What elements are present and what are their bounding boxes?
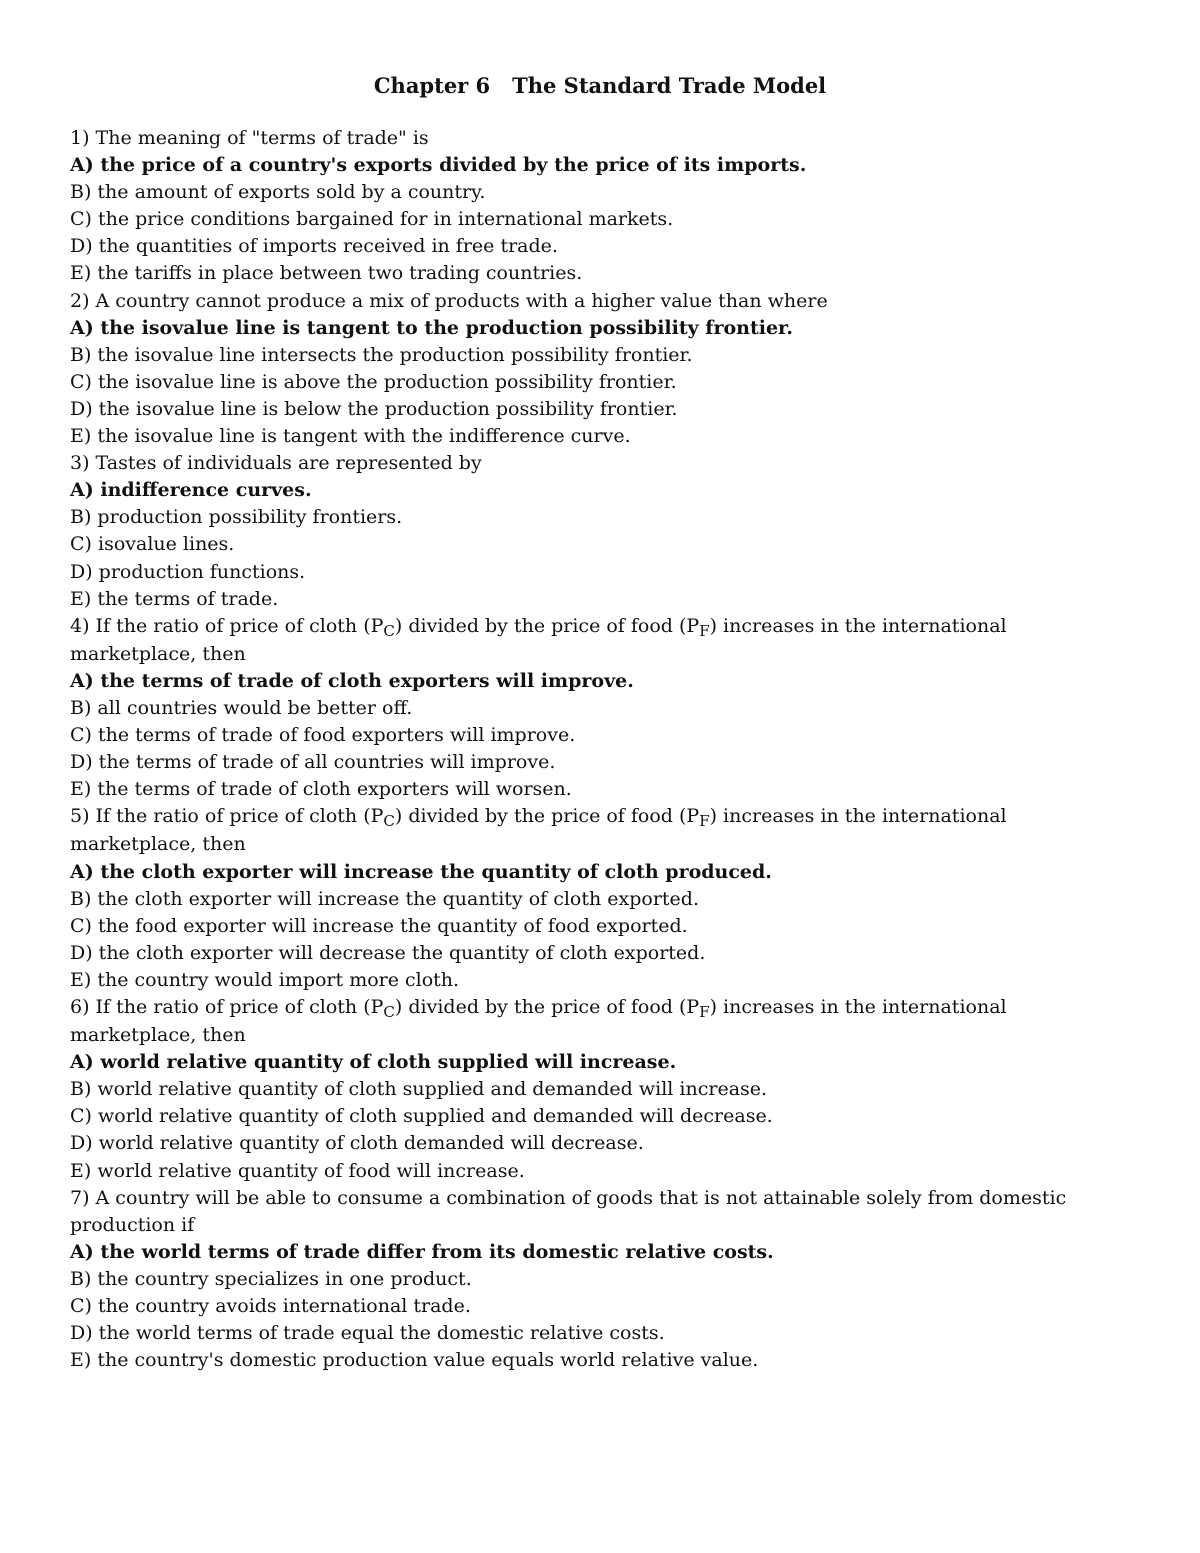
answer-option: B) production possibility frontiers. — [70, 506, 403, 529]
answer-option: B) the amount of exports sold by a country. — [70, 181, 486, 204]
question-text-prefix: 5) If the ratio of price of cloth (P — [70, 805, 384, 828]
answer-option: C) the food exporter will increase the quantity of food exported. — [70, 914, 688, 937]
answer-option: C) isovalue lines. — [70, 533, 235, 556]
answer-option: C) the price conditions bargained for in international markets. — [70, 208, 674, 231]
question-block — [70, 803, 1135, 994]
answer-option: B) the isovalue line intersects the production possibility frontier. — [70, 343, 693, 366]
question-text-prefix: 4) If the ratio of price of cloth (P — [70, 614, 384, 637]
correct-answer: A) indifference curves. — [70, 479, 312, 502]
answer-option: E) world relative quantity of food will increase. — [70, 1159, 525, 1182]
question-text: 1) The meaning of "terms of trade" is — [70, 127, 429, 149]
question-block — [70, 1185, 1135, 1375]
subscript: F — [699, 1003, 710, 1021]
subscript: C — [383, 812, 395, 831]
correct-answer: A) world relative quantity of cloth supplied will increase. — [70, 1051, 677, 1074]
question-block — [70, 288, 1135, 451]
answer-option: D) the terms of trade of all countries will improve. — [70, 751, 556, 774]
answer-option: D) the quantities of imports received in free trade. — [70, 235, 558, 258]
answer-option: E) the country would import more cloth. — [70, 968, 460, 991]
answer-option: D) world relative quantity of cloth demanded will decrease. — [70, 1132, 644, 1155]
answer-option: E) the country's domestic production value equals world relative value. — [70, 1349, 759, 1372]
answer-option: B) all countries would be better off. — [70, 696, 413, 719]
question-block — [70, 125, 1135, 288]
question-block — [70, 450, 1135, 613]
subscript: F — [699, 812, 710, 831]
answer-option: E) the terms of trade of cloth exporters will worsen. — [70, 778, 572, 801]
question-text — [70, 803, 1135, 858]
answer-option: C) the isovalue line is above the production possibility frontier. — [70, 370, 677, 393]
answer-option: D) the cloth exporter will decrease the quantity of cloth exported. — [70, 941, 706, 964]
correct-answer: A) the cloth exporter will increase the quantity of cloth produced. — [70, 860, 772, 883]
answer-option: C) the country avoids international trade. — [70, 1295, 471, 1318]
question-block — [70, 994, 1135, 1185]
question-text-middle: ) divided by the price of food (P — [394, 996, 700, 1018]
question-text: 3) Tastes of individuals are represented by — [70, 452, 482, 475]
answer-option: D) the isovalue line is below the production possibility frontier. — [70, 397, 678, 420]
question-text: 2) A country cannot produce a mix of products with a higher value than where — [70, 289, 828, 312]
question-text: 7) A country will be able to consume a combination of goods that is not attainable solely from domestic production if — [70, 1186, 1067, 1236]
answer-option: C) world relative quantity of cloth supplied and demanded will decrease. — [70, 1105, 773, 1128]
correct-answer: A) the isovalue line is tangent to the production possibility frontier. — [70, 316, 793, 339]
question-text-middle: ) divided by the price of food (P — [394, 614, 700, 637]
correct-answer: A) the price of a country's exports divided by the price of its imports. — [70, 154, 807, 177]
question-text — [70, 994, 1135, 1049]
correct-answer: A) the terms of trade of cloth exporters will improve. — [70, 669, 634, 692]
question-text-middle: ) divided by the price of food (P — [394, 805, 700, 828]
correct-answer: A) the world terms of trade differ from its domestic relative costs. — [70, 1240, 774, 1263]
question-text-prefix: 6) If the ratio of price of cloth (P — [70, 996, 384, 1018]
answer-option: D) production functions. — [70, 560, 306, 583]
subscript: F — [699, 621, 710, 640]
answer-option: E) the isovalue line is tangent with the indifference curve. — [70, 425, 631, 448]
question-text — [70, 613, 1135, 668]
question-text-suffix: ) increases in the international marketplace, then — [70, 996, 1007, 1047]
answer-option: B) the cloth exporter will increase the quantity of cloth exported. — [70, 887, 700, 910]
answer-option: B) world relative quantity of cloth supplied and demanded will increase. — [70, 1078, 768, 1101]
answer-option: D) the world terms of trade equal the domestic relative costs. — [70, 1322, 665, 1345]
question-list — [70, 125, 1135, 1374]
page-title: Chapter 6 The Standard Trade Model — [373, 73, 827, 98]
subscript: C — [383, 621, 395, 640]
answer-option: B) the country specializes in one product. — [70, 1267, 472, 1290]
answer-option: C) the terms of trade of food exporters will improve. — [70, 724, 576, 747]
question-text-suffix: ) increases in the international marketplace, then — [70, 614, 1007, 665]
answer-option: E) the tariffs in place between two trading countries. — [70, 262, 583, 285]
question-block — [70, 613, 1135, 804]
subscript: C — [383, 1003, 395, 1021]
question-text-suffix: ) increases in the international marketplace, then — [70, 805, 1007, 856]
answer-option: E) the terms of trade. — [70, 587, 279, 610]
